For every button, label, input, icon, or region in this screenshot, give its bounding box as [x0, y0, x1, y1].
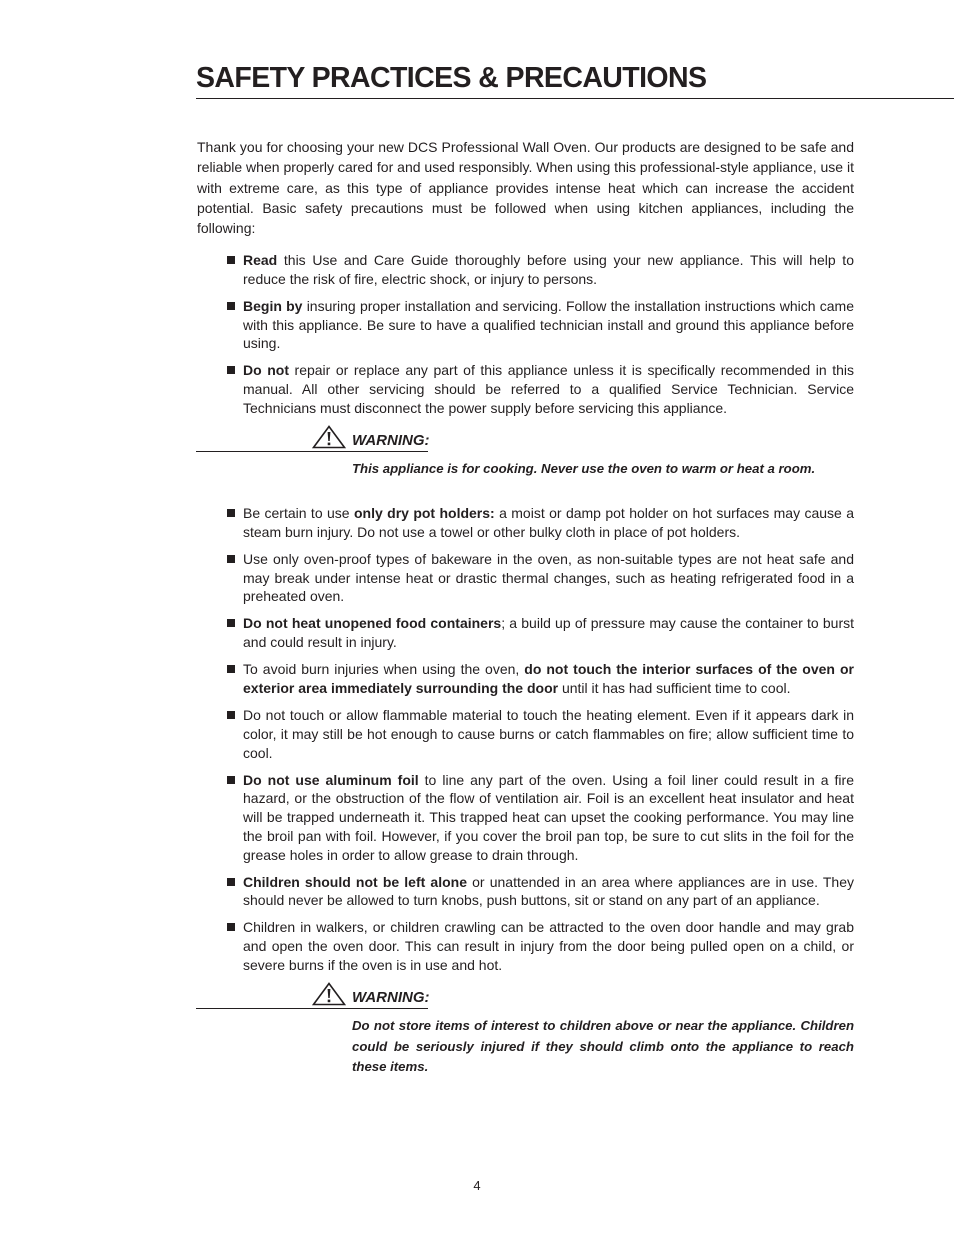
- bullet-text: to line any part of the oven. Using a foil liner could result in a fire hazard, or the obstruction of the flow of ventilation air. Foil is an excellent heat insulator and heat will be trapped underneath it. This trapped heat can upset the cooking performance. You may line the broil pan with foil. However, if you cover the broil pan top, be sure to cut slits in the foil for the grease holes in order to allow grease to drain through.: [243, 771, 854, 863]
- bullet-square-icon: [227, 555, 235, 563]
- bullet-text: until it has had sufficient time to cool.: [558, 679, 791, 696]
- bullet-square-icon: [227, 302, 235, 310]
- bullet-square-icon: [227, 878, 235, 886]
- warning-triangle-icon: [312, 982, 346, 1006]
- bullet-square-icon: [227, 923, 235, 931]
- bullet-text: To avoid burn injuries when using the oven,: [243, 661, 525, 678]
- list-item: [224, 504, 854, 542]
- list-item: [224, 297, 854, 353]
- page-title: SAFETY PRACTICES & PRECAUTIONS: [196, 62, 707, 94]
- bullet-text: insuring proper installation and servicing. Follow the installation instructions which came with this appliance. Be sure to have a qualified technician install and ground this appliance before using.: [243, 297, 855, 352]
- page-number: 4: [473, 1178, 481, 1193]
- bullet-text: a moist or damp pot holder on hot surfaces may cause a steam burn injury. Do not use a towel or other bulky cloth in place of pot holders.: [243, 505, 855, 540]
- bullet-bold-text: Begin by: [243, 297, 303, 314]
- bullet-text: Use only oven-proof types of bakeware in the oven, as non-suitable types are not heat safe and may break under intense heat or drastic thermal changes, such as heating refrigerated food in a preheated oven.: [243, 550, 854, 605]
- bullet-text: or unattended in an area where appliances are in use. They should never be allowed to turn knobs, push buttons, sit or stand on any part of an appliance.: [243, 873, 854, 909]
- precautions-list-1: [224, 251, 854, 426]
- bullet-square-icon: [227, 619, 235, 627]
- bullet-bold-text: Do not: [243, 362, 289, 379]
- list-item: [224, 550, 854, 606]
- warning-rule: [196, 1008, 428, 1009]
- list-item: [224, 706, 854, 762]
- list-item: [224, 918, 854, 974]
- bullet-text: Children in walkers, or children crawling can be attracted to the oven door handle and may grab and open the oven door. This can result in injury from the door being pulled open on a child, or severe burns if the oven is in use and hot.: [243, 919, 854, 974]
- bullet-square-icon: [227, 509, 235, 517]
- bullet-square-icon: [227, 665, 235, 673]
- bullet-text: repair or replace any part of this appliance unless it is specifically recommended in this manual. All other servicing should be referred to a qualified Service Technician. Service Technicians must disconnect the power supply before servicing this appliance.: [243, 362, 854, 416]
- list-item: [224, 361, 854, 417]
- warning-text: Do not store items of interest to children above or near the appliance. Children could be seriously injured if they should climb onto the appliance to reach these items.: [352, 1018, 854, 1074]
- bullet-text: ; a build up of pressure may cause the container to burst and could result in injury.: [243, 615, 854, 651]
- bullet-bold-text: Children should not be left alone: [243, 873, 467, 890]
- bullet-square-icon: [227, 256, 235, 264]
- warning-rule: [196, 451, 428, 452]
- bullet-bold-text: Do not use aluminum foil: [243, 771, 419, 788]
- bullet-square-icon: [227, 776, 235, 784]
- bullet-bold-text: Read: [243, 252, 278, 268]
- title-underline: [196, 98, 954, 99]
- list-item: [224, 873, 854, 911]
- list-item: [224, 614, 854, 652]
- bullet-square-icon: [227, 366, 235, 374]
- warning-label: WARNING:: [352, 432, 430, 449]
- bullet-bold-text: Do not heat unopened food containers: [243, 615, 502, 632]
- warning-text: This appliance is for cooking. Never use the oven to warm or heat a room.: [352, 461, 816, 476]
- list-item: [224, 771, 854, 865]
- bullet-square-icon: [227, 711, 235, 719]
- warning-triangle-icon: [312, 425, 346, 449]
- bullet-text: Be certain to use: [243, 505, 354, 521]
- bullet-bold-text: do not touch the interior surfaces of the oven or exterior area immediately surrounding the door: [243, 661, 854, 696]
- intro-paragraph: Thank you for choosing your new DCS Professional Wall Oven. Our products are designed to be safe and reliable when properly cared for and used responsibly. When using this professional-style appliance, use it with extreme care, as this type of appliance provides intense heat which can increase the accident potential. Basic safety precautions must be followed when using kitchen appliances, including the following:: [197, 139, 854, 237]
- precautions-list-2: [224, 504, 854, 983]
- list-item: [224, 660, 854, 698]
- bullet-bold-text: only dry pot holders:: [353, 505, 495, 521]
- list-item: [224, 251, 854, 289]
- bullet-text: this Use and Care Guide thoroughly before using your new appliance. This will help to reduce the risk of fire, electric shock, or injury to persons.: [243, 252, 854, 287]
- bullet-text: Do not touch or allow flammable material to touch the heating element. Even if it appears dark in color, it may still be hot enough to cause burns or catch flammables on fire; allow sufficient time to cool.: [243, 706, 854, 761]
- warning-label: WARNING:: [352, 989, 430, 1006]
